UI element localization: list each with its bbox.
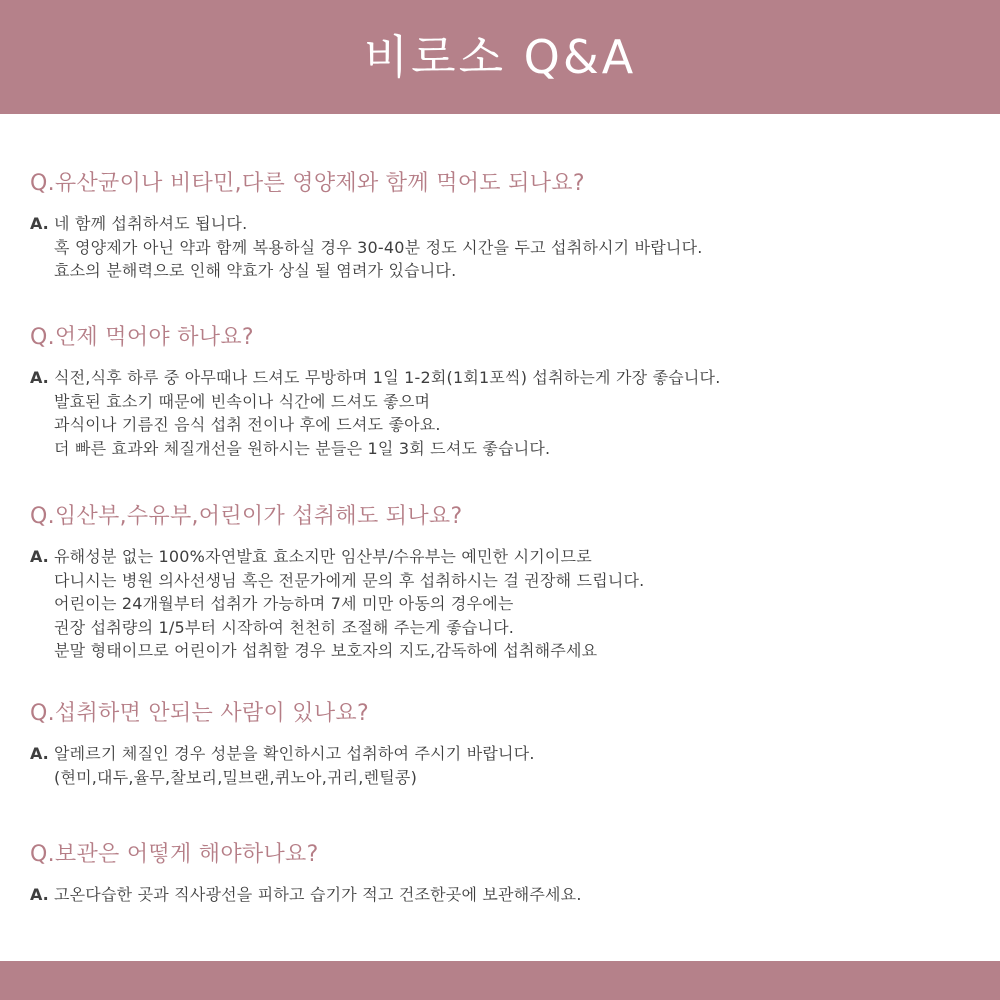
page-title: 비로소 Q&A: [363, 30, 637, 84]
question-text: Q.언제 먹어야 하나요?: [30, 325, 254, 350]
answer-prefix: A.: [30, 744, 49, 763]
answer-line: 고온다습한 곳과 직사광선을 피하고 습기가 적고 건조한곳에 보관해주세요.: [54, 885, 582, 904]
answer-line: 알레르기 체질인 경우 성분을 확인하시고 섭취하여 주시기 바랍니다.: [54, 744, 535, 763]
answer-prefix: A.: [30, 214, 49, 233]
question-text: Q.임산부,수유부,어린이가 섭취해도 되나요?: [30, 504, 463, 529]
header-banner: [0, 0, 1000, 114]
answer-block: [0, 212, 1000, 283]
answer-line: 권장 섭취량의 1/5부터 시작하여 천천히 조절해 주는게 좋습니다.: [54, 617, 515, 637]
answer-line: 네 함께 섭취하셔도 됩니다.: [54, 214, 248, 233]
answer-line: 과식이나 기름진 음식 섭취 전이나 후에 드셔도 좋아요.: [54, 415, 441, 434]
answer-line: 혹 영양제가 아닌 약과 함께 복용하실 경우 30-40분 정도 시간을 두고 섭취하시기 바랍니다.: [54, 237, 703, 257]
qa-item: [0, 503, 1000, 663]
answer-line: 다니시는 병원 의사선생님 혹은 전문가에게 문의 후 섭취하시는 걸 권장해 드립니다.: [54, 570, 645, 590]
answer-line: 분말 형태이므로 어린이가 섭취할 경우 보호자의 지도,감독하에 섭취해주세요: [54, 641, 598, 660]
answer-line: 효소의 분해력으로 인해 약효가 상실 될 염려가 있습니다.: [54, 261, 457, 280]
answer-line: 식전,식후 하루 중 아무때나 드셔도 무방하며 1일 1-2회(1회1포씩) 섭취하는게 가장 좋습니다.: [54, 368, 721, 387]
qa-item: [0, 170, 1000, 283]
answer-block: [0, 545, 1000, 663]
answer-line: 발효된 효소기 때문에 빈속이나 식간에 드셔도 좋으며: [54, 391, 431, 411]
answer-block: [0, 742, 1000, 789]
answer-line: 더 빠른 효과와 체질개선을 원하시는 분들은 1일 3회 드셔도 좋습니다.: [54, 438, 551, 458]
answer-line: 유해성분 없는 100%자연발효 효소지만 임산부/수유부는 예민한 시기이므로: [54, 547, 592, 566]
qa-item: [0, 700, 1000, 789]
answer-prefix: A.: [30, 547, 49, 566]
answer-block: [0, 366, 1000, 460]
question-text: Q.섭취하면 안되는 사람이 있나요?: [30, 701, 369, 726]
answer-block: [0, 883, 1000, 907]
qa-item: [0, 324, 1000, 460]
footer-bar: [0, 961, 1000, 1000]
answer-prefix: A.: [30, 885, 49, 904]
answer-line: (현미,대두,율무,찰보리,밀브랜,퀴노아,귀리,렌틸콩): [54, 767, 418, 787]
answer-prefix: A.: [30, 368, 49, 387]
qa-item: [0, 841, 1000, 907]
question-text: Q.보관은 어떻게 해야하나요?: [30, 842, 319, 867]
answer-line: 어린이는 24개월부터 섭취가 가능하며 7세 미만 아동의 경우에는: [54, 594, 514, 613]
question-text: Q.유산균이나 비타민,다른 영양제와 함께 먹어도 되나요?: [30, 171, 585, 196]
